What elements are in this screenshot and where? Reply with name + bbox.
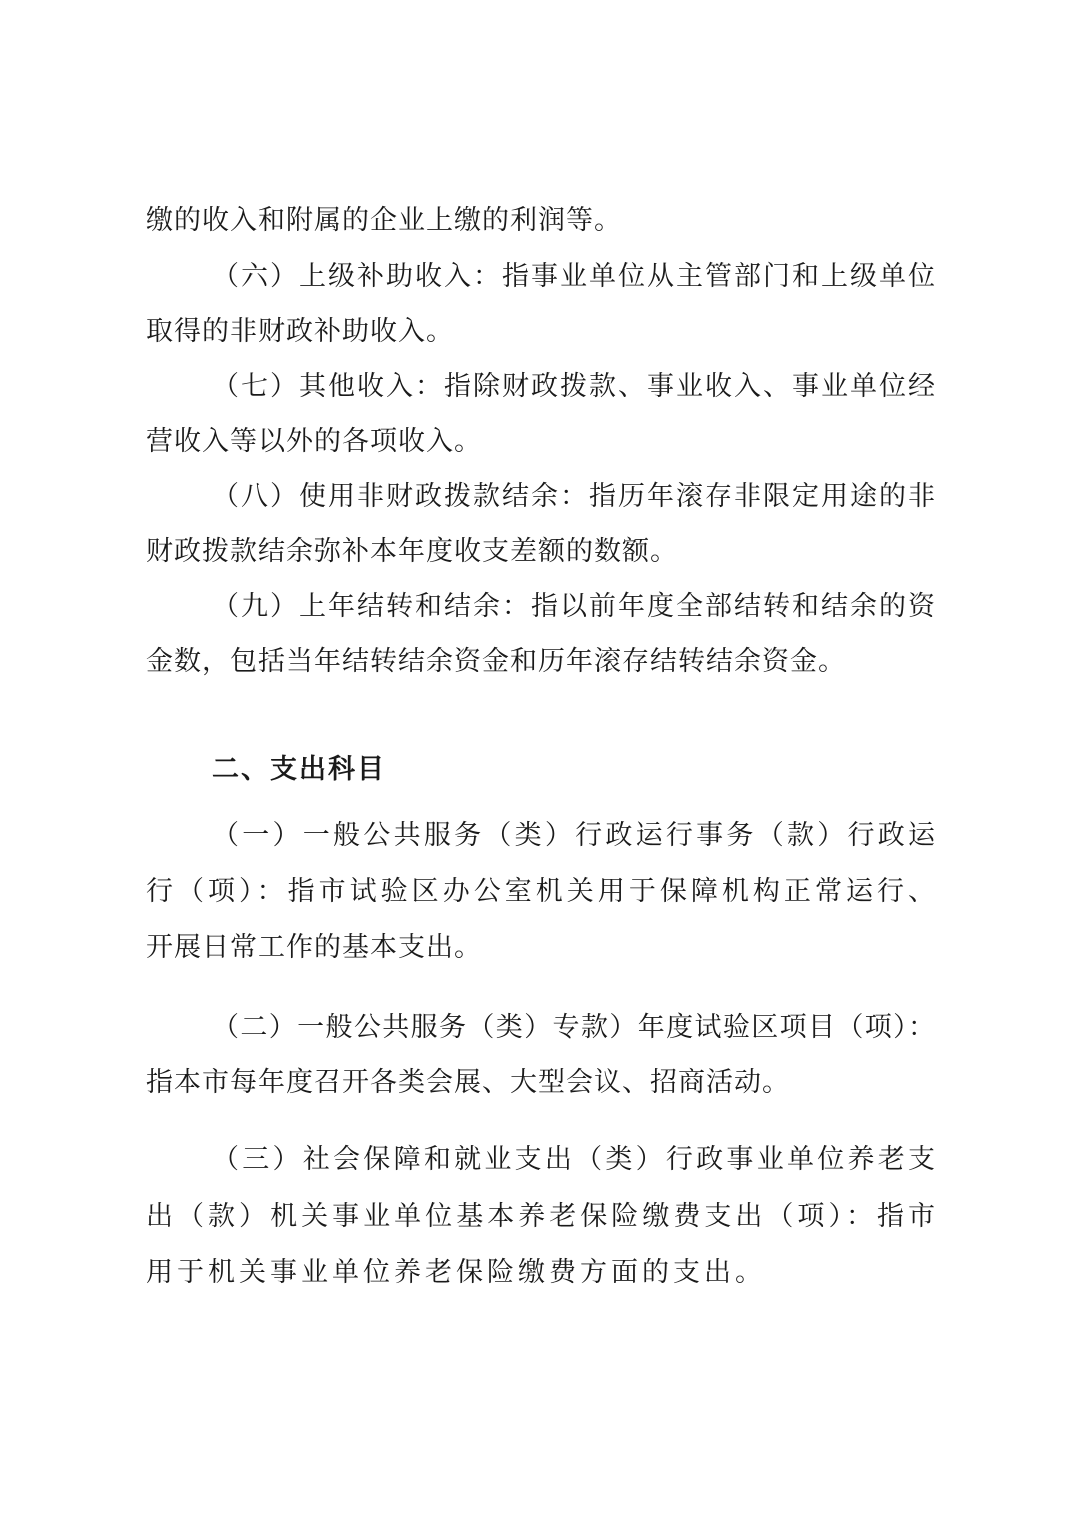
paragraph-line: 营收入等以外的各项收入。 <box>146 426 482 457</box>
paragraph-line: 指本市每年度召开各类会展、大型会议、招商活动。 <box>146 1067 790 1098</box>
paragraph-line: 金数，包括当年结转结余资金和历年滚存结转结余资金。 <box>146 646 846 677</box>
paragraph-line: 开展日常工作的基本支出。 <box>146 932 482 963</box>
paragraph-line: （八）使用非财政拨款结余：指历年滚存非限定用途的非 <box>212 481 936 512</box>
paragraph-line: （六）上级补助收入：指事业单位从主管部门和上级单位 <box>212 261 936 292</box>
paragraph-line: （一）一般公共服务（类）行政运行事务（款）行政运 <box>212 820 936 851</box>
paragraph-line: （二）一般公共服务（类）专款）年度试验区项目（项）： <box>212 1012 936 1043</box>
paragraph-line: 缴的收入和附属的企业上缴的利润等。 <box>146 205 622 236</box>
section-heading: 二、支出科目 <box>212 754 386 785</box>
paragraph-line: （七）其他收入：指除财政拨款、事业收入、事业单位经 <box>212 371 936 402</box>
paragraph-line: 取得的非财政补助收入。 <box>146 316 454 347</box>
paragraph-line: 行（项）：指市试验区办公室机关用于保障机构正常运行、 <box>146 876 936 907</box>
paragraph-line: 用于机关事业单位养老保险缴费方面的支出。 <box>146 1257 766 1288</box>
paragraph-line: 出（款）机关事业单位基本养老保险缴费支出（项）：指市 <box>146 1201 936 1232</box>
paragraph-line: （九）上年结转和结余：指以前年度全部结转和结余的资 <box>212 591 936 622</box>
paragraph-line: （三）社会保障和就业支出（类）行政事业单位养老支 <box>212 1144 936 1175</box>
paragraph-line: 财政拨款结余弥补本年度收支差额的数额。 <box>146 536 678 567</box>
